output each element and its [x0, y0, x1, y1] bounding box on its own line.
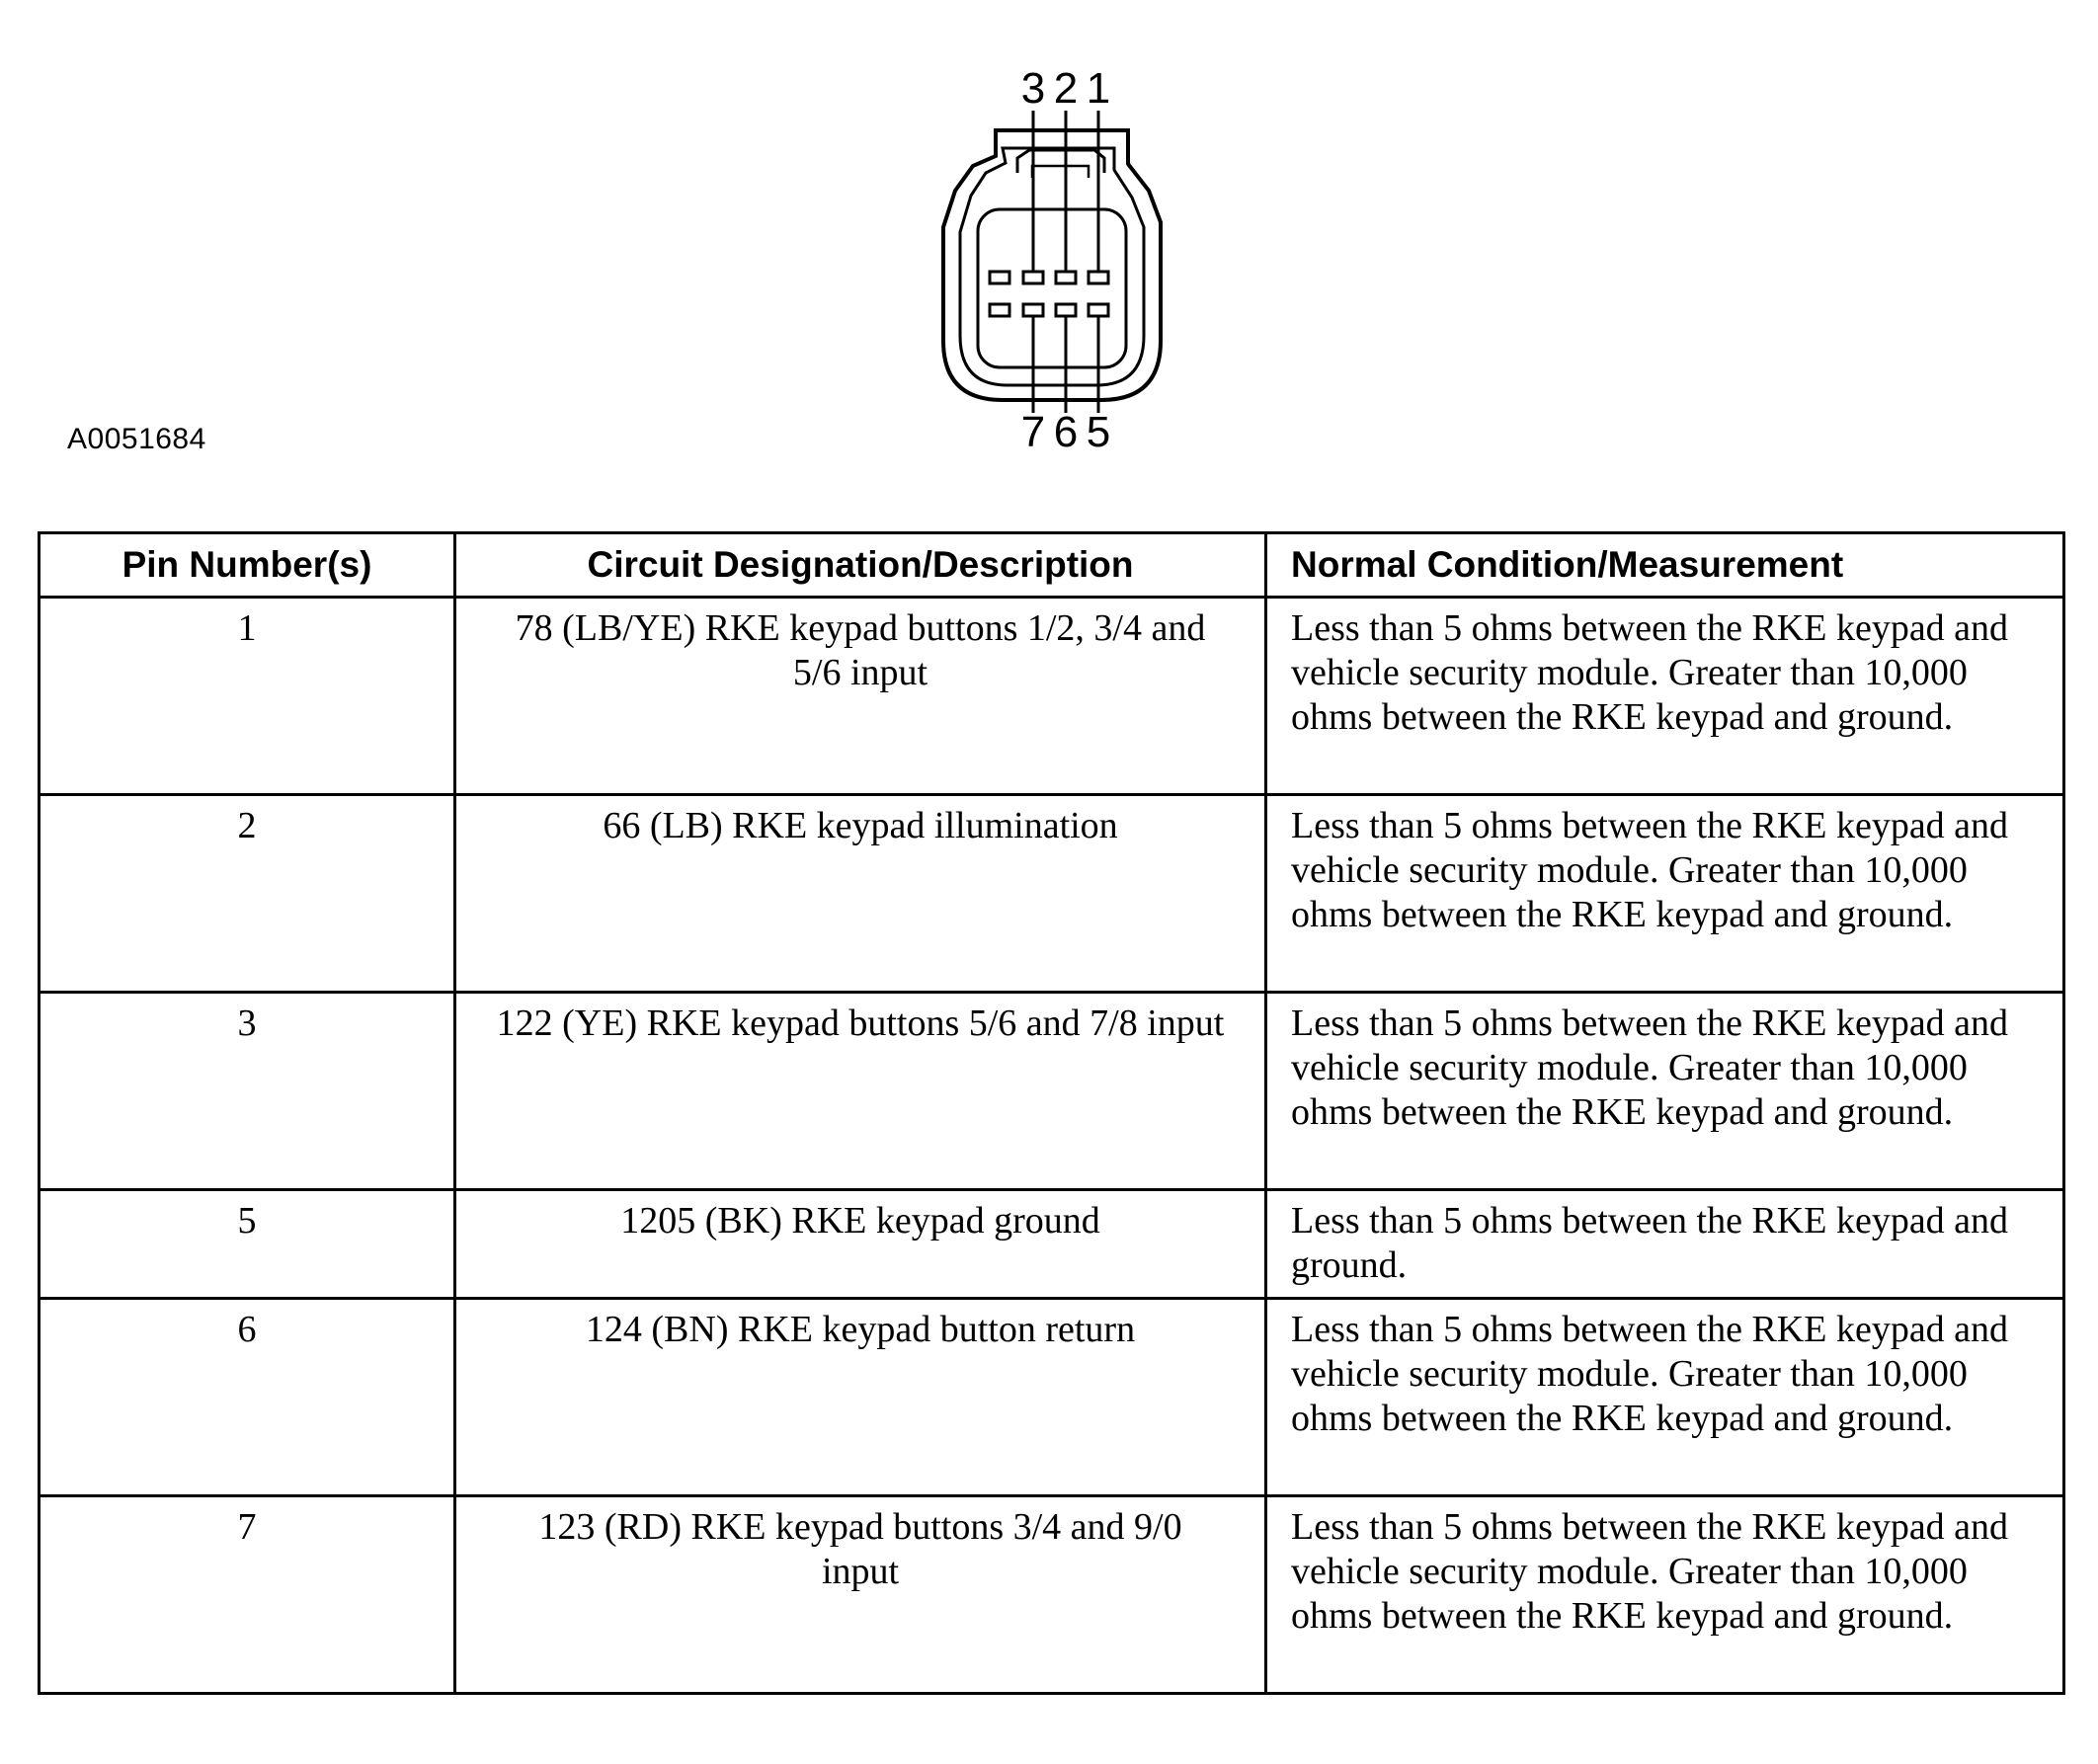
condition-cell: Less than 5 ohms between the RKE keypad and vehicle security module. Greater than 10,000 ohms between the RKE keypad and ground. [1266, 993, 2064, 1190]
connector-housing-outer [943, 130, 1161, 400]
connector-cavity [978, 209, 1126, 367]
pin-number-cell: 3 [40, 993, 455, 1190]
pin-label-bottom: 5 [1086, 408, 1111, 456]
circuit-cell: 1205 (BK) RKE keypad ground [455, 1190, 1266, 1299]
figure-id: A0051684 [67, 423, 206, 455]
table-row [40, 598, 2064, 795]
pin-number-cell: 7 [40, 1496, 455, 1694]
table-row [40, 1496, 2064, 1694]
connector-diagram [0, 0, 2098, 514]
circuit-cell: 66 (LB) RKE keypad illumination [455, 795, 1266, 993]
pin-label-bottom: 7 [1020, 408, 1046, 456]
header-circuit: Circuit Designation/Description [455, 533, 1266, 598]
pin-number-cell: 1 [40, 598, 455, 795]
connector-latch [1017, 150, 1104, 173]
condition-cell: Less than 5 ohms between the RKE keypad and vehicle security module. Greater than 10,000 ohms between the RKE keypad and ground. [1266, 1299, 2064, 1496]
table-row [40, 1190, 2064, 1299]
pinout-table [38, 531, 2065, 1695]
condition-cell: Less than 5 ohms between the RKE keypad and ground. [1266, 1190, 2064, 1299]
circuit-cell: 124 (BN) RKE keypad button return [455, 1299, 1266, 1496]
table-row [40, 993, 2064, 1190]
pin-slots-bottom-row [990, 304, 1108, 316]
table-row [40, 1299, 2064, 1496]
circuit-cell: 78 (LB/YE) RKE keypad buttons 1/2, 3/4 and 5/6 input [455, 598, 1266, 795]
circuit-cell: 123 (RD) RKE keypad buttons 3/4 and 9/0 input [455, 1496, 1266, 1694]
pin-leader-lines-top [1033, 111, 1098, 272]
header-condition: Normal Condition/Measurement [1266, 533, 2064, 598]
pin-label-top: 3 [1020, 64, 1046, 113]
connector-housing-inner [960, 148, 1144, 385]
pin-label-bottom: 6 [1053, 408, 1079, 456]
pin-number-cell: 5 [40, 1190, 455, 1299]
connector-latch-bar [1032, 166, 1089, 178]
circuit-cell: 122 (YE) RKE keypad buttons 5/6 and 7/8 input [455, 993, 1266, 1190]
header-pin-number: Pin Number(s) [40, 533, 455, 598]
pin-slots-top-row [990, 272, 1108, 283]
condition-cell: Less than 5 ohms between the RKE keypad and vehicle security module. Greater than 10,000 ohms between the RKE keypad and ground. [1266, 1496, 2064, 1694]
pin-number-cell: 2 [40, 795, 455, 993]
pin-label-top: 2 [1053, 64, 1079, 113]
condition-cell: Less than 5 ohms between the RKE keypad and vehicle security module. Greater than 10,000 ohms between the RKE keypad and ground. [1266, 795, 2064, 993]
table-header-row [40, 533, 2064, 598]
condition-cell: Less than 5 ohms between the RKE keypad and vehicle security module. Greater than 10,000 ohms between the RKE keypad and ground. [1266, 598, 2064, 795]
pin-number-cell: 6 [40, 1299, 455, 1496]
pin-label-top: 1 [1086, 64, 1111, 113]
connector-figure [0, 0, 2098, 514]
table-row [40, 795, 2064, 993]
